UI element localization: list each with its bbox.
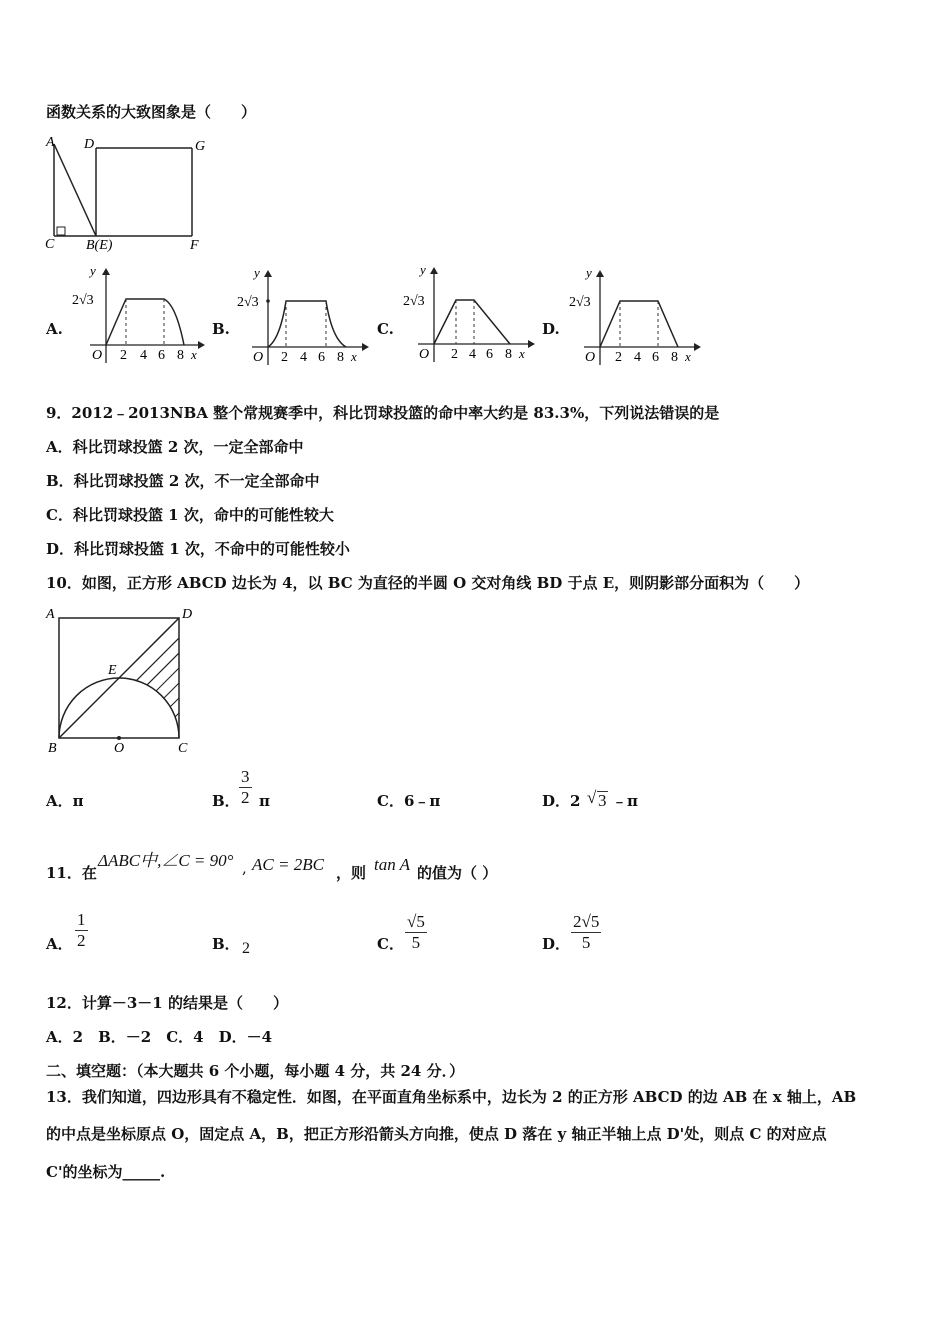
q11-expr: tan A — [374, 855, 411, 874]
q8-graph-D-o: O — [585, 350, 596, 365]
q10-label-E: E — [108, 663, 117, 678]
q11-option-A-num: 1 — [77, 910, 86, 929]
q9-option-B[interactable]: B．科比罚球投篮 2 次，不一定全部命中 — [46, 472, 320, 490]
q8-graph-C-tick6: 6 — [486, 347, 493, 362]
q11-option-A-fraction — [75, 910, 88, 951]
q11-option-C-fraction — [405, 912, 427, 953]
q8-graph-A-tick2: 2 — [120, 348, 127, 363]
q11-option-D-fraction — [571, 912, 601, 953]
q11-cond1: ΔABC中,∠C = 90° — [98, 851, 234, 870]
q8-option-C-label[interactable]: C. — [377, 320, 394, 338]
q8-graph-B-o: O — [253, 350, 264, 365]
q10-label-O: O — [114, 741, 125, 756]
q8-graph-C-ymark: 2√3 — [403, 294, 425, 309]
section-2-heading: 二、填空题：（本大题共 6 个小题，每小题 4 分，共 24 分．） — [46, 1062, 465, 1080]
q10-option-B-pi: π — [259, 792, 270, 810]
q11-option-D-label[interactable]: D． — [542, 935, 571, 953]
q8-graph-A-tick8: 8 — [177, 348, 184, 363]
q10-option-B-label[interactable]: B． — [212, 792, 240, 810]
q8-graph-B-y: y — [254, 265, 260, 280]
q11-option-C-label[interactable]: C． — [377, 935, 404, 953]
q11-mid: ，则 — [336, 864, 367, 882]
q8-figure — [40, 132, 220, 257]
q8-graph-B-tick4: 4 — [300, 350, 307, 365]
q12-options[interactable]: A．2 B．－2 C．4 D．－4 — [46, 1028, 273, 1046]
q11-option-C-num: √5 — [407, 912, 425, 931]
q8-graph-A-o: O — [92, 348, 103, 363]
q10-label-D: D — [182, 607, 193, 622]
q10-option-D-radicand: 3 — [598, 791, 607, 810]
q11-tail: 的值为（ ） — [417, 864, 498, 882]
q8-graph-C-y: y — [420, 262, 426, 277]
q10-label-C: C — [178, 741, 188, 756]
q8-graph-D-ymark: 2√3 — [569, 295, 591, 310]
q8-graph-A-x: x — [191, 347, 197, 362]
q9-stem: 9．2012﹣2013NBA 整个常规赛季中，科比罚球投篮的命中率大约是 83.3%，下列说法错误的是 — [46, 404, 720, 422]
q8-graph-D-tick8: 8 — [671, 350, 678, 365]
q11-option-D-num: 2√5 — [573, 912, 600, 931]
q8-graph-B-tick6: 6 — [318, 350, 325, 365]
q8-graph-A — [70, 265, 205, 375]
q11-comma: , — [242, 859, 247, 877]
q10-option-D-tail: ﹣π — [612, 792, 638, 810]
q10-option-B-num: 3 — [241, 767, 250, 786]
q8-graph-C-o: O — [419, 347, 430, 362]
q8-graph-A-ymark: 2√3 — [72, 293, 94, 308]
q8-label-BE: B(E) — [86, 238, 113, 253]
q11-option-B-label[interactable]: B． — [212, 935, 240, 953]
q10-label-B: B — [48, 741, 57, 756]
q8-graph-C-tick4: 4 — [469, 347, 476, 362]
q8-graph-D-tick2: 2 — [615, 350, 622, 365]
q13-line-2: 的中点是坐标原点 O，固定点 A，B，把正方形沿箭头方向推，使点 D 落在 y 轴正半轴上点 D'处，则点 C 的对应点 — [46, 1125, 827, 1143]
q11-prefix: 11．在 — [46, 864, 97, 882]
q10-figure — [40, 602, 200, 757]
q8-graph-B-tick8: 8 — [337, 350, 344, 365]
q8-option-B-label[interactable]: B. — [212, 320, 230, 338]
q8-label-C: C — [45, 237, 55, 252]
q8-label-A: A — [46, 135, 55, 150]
q8-option-A-label[interactable]: A. — [46, 320, 63, 338]
q10-label-A: A — [46, 607, 55, 622]
q11-option-A-den: 2 — [77, 931, 86, 950]
q8-option-D-label[interactable]: D. — [542, 320, 560, 338]
q11-option-A-label[interactable]: A． — [46, 935, 73, 953]
q9-option-A[interactable]: A．科比罚球投篮 2 次，一定全部命中 — [46, 438, 304, 456]
q8-label-G: G — [195, 139, 206, 154]
q8-graph-B-x: x — [351, 349, 357, 364]
q8-graph-D — [568, 265, 703, 375]
q8-label-D: D — [84, 137, 95, 152]
q8-graph-A-tick4: 4 — [140, 348, 147, 363]
q8-graph-C — [402, 262, 537, 372]
q8-graph-B-ymark: 2√3 — [237, 295, 259, 310]
q10-option-A[interactable]: A．π — [46, 792, 84, 810]
q10-option-B-den: 2 — [241, 788, 250, 807]
q11-option-D-den: 5 — [581, 933, 591, 952]
q13-line-1: 13．我们知道，四边形具有不稳定性．如图，在平面直角坐标系中，边长为 2 的正方形 ABCD 的边 AB 在 x 轴上，AB — [46, 1088, 857, 1106]
q11-cond2: AC = 2BC — [252, 855, 324, 874]
q8-graph-A-y: y — [90, 263, 96, 278]
q10-option-B-fraction — [239, 767, 252, 808]
q8-graph-D-y: y — [586, 265, 592, 280]
q8-graph-D-x: x — [685, 349, 691, 364]
q11-option-C-den: 5 — [411, 933, 421, 952]
q8-graph-B — [236, 265, 371, 375]
q8-graph-D-tick4: 4 — [634, 350, 641, 365]
q11-option-B-value: 2 — [242, 940, 250, 957]
q8-graph-D-tick6: 6 — [652, 350, 659, 365]
q9-option-C[interactable]: C．科比罚球投篮 1 次，命中的可能性较大 — [46, 506, 334, 524]
q8-label-F: F — [190, 238, 199, 253]
q12-stem: 12．计算－3－1 的结果是（ ） — [46, 994, 288, 1012]
q10-option-C[interactable]: C．6﹣π — [377, 792, 441, 810]
q9-option-D[interactable]: D．科比罚球投篮 1 次，不命中的可能性较小 — [46, 540, 350, 558]
q10-option-D-label[interactable]: D．2 — [542, 792, 581, 810]
q10-stem: 10．如图，正方形 ABCD 边长为 4，以 BC 为直径的半圆 O 交对角线 BD 于点 E，则阴影部分面积为（ ） — [46, 574, 810, 592]
q13-line-3: C'的坐标为_____. — [46, 1163, 166, 1181]
q8-graph-C-x: x — [519, 346, 525, 361]
q8-stem: 函数关系的大致图象是（ ） — [46, 103, 257, 121]
q8-graph-B-tick2: 2 — [281, 350, 288, 365]
q8-graph-C-tick2: 2 — [451, 347, 458, 362]
q10-option-D-sqrt-sign: √ — [587, 788, 597, 807]
q8-graph-A-tick6: 6 — [158, 348, 165, 363]
q8-graph-C-tick8: 8 — [505, 347, 512, 362]
